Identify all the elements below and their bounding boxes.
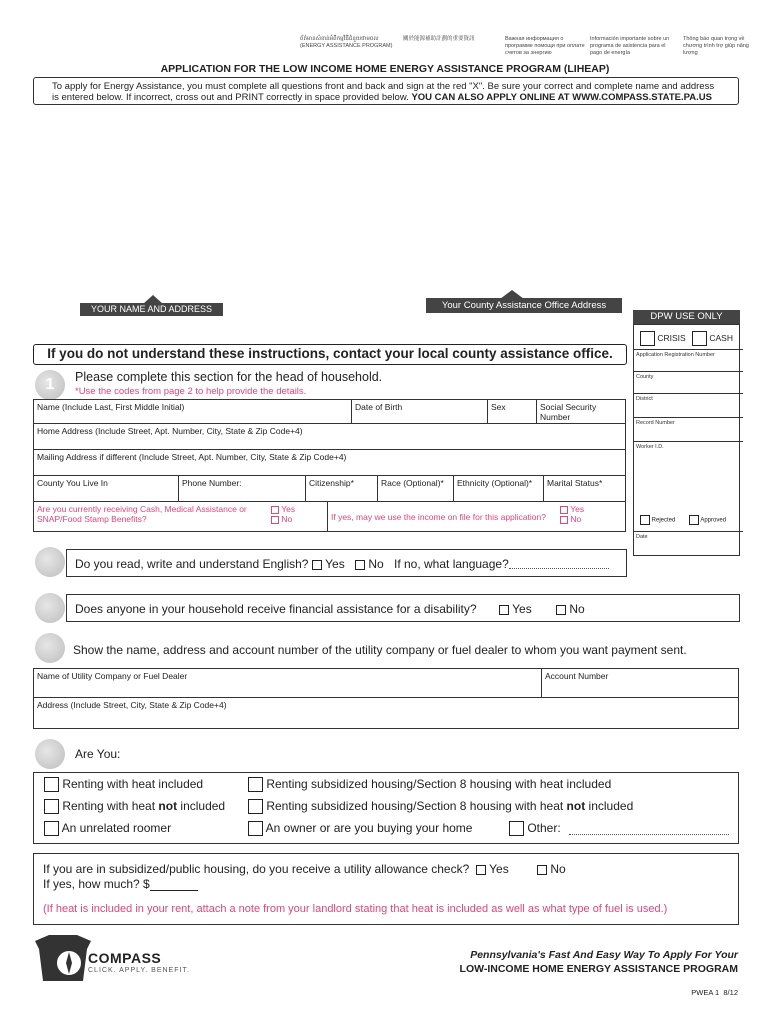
- khmer-notice: ព័ត៌មានសំខាន់អំពីកម្មវិធីជំនួយថាមពល (ENERGY ASSISTANCE PROGRAM): [300, 36, 393, 49]
- footer-tag-1: Pennsylvania's Fast And Easy Way To Apply For Your: [470, 949, 738, 961]
- opt-unrelated-roomer: An unrelated roomer: [44, 821, 171, 836]
- intro-text-2: entered below. If incorrect, cross out and PRINT correctly in space provided below.: [61, 92, 409, 103]
- subsidized-heat-not-included-checkbox[interactable]: [248, 799, 263, 814]
- dpw-rejected: Rejected: [640, 515, 675, 525]
- dpw-county[interactable]: County: [634, 371, 743, 398]
- other-checkbox[interactable]: [509, 821, 524, 836]
- utility-name-field[interactable]: Name of Utility Company or Fuel Dealer: [34, 669, 542, 697]
- keystone-icon: [35, 935, 91, 981]
- dpw-crisis: CRISIS: [640, 331, 686, 346]
- chinese-notice: 關於能源補助計劃的重要資訊: [403, 36, 475, 42]
- dob-field[interactable]: Date of Birth: [352, 400, 488, 423]
- benefits-yes-checkbox[interactable]: [271, 506, 279, 514]
- intro-box: [33, 77, 739, 105]
- owner-checkbox[interactable]: [248, 821, 263, 836]
- online-apply-text: YOU CAN ALSO APPLY ONLINE AT WWW.COMPASS.STATE.PA.US: [411, 92, 712, 103]
- allowance-no: No: [537, 862, 566, 876]
- compass-tagline: CLICK. APPLY. BENEFIT.: [88, 967, 190, 974]
- section-1-heading: Please complete this section for the head of household.: [75, 370, 383, 384]
- english-question: Do you read, write and understand English?: [75, 557, 309, 571]
- dpw-worker-id[interactable]: Worker I.D.: [634, 441, 743, 516]
- disability-yes: Yes: [499, 602, 532, 616]
- benefits-no-checkbox[interactable]: [271, 516, 279, 524]
- english-no-checkbox[interactable]: [355, 560, 365, 570]
- opt-subsidized-heat-not-included: Renting subsidized housing/Section 8 housing with heat not included: [248, 799, 633, 814]
- dpw-district[interactable]: District: [634, 393, 743, 422]
- mailing-address-row: [33, 450, 626, 476]
- unrelated-roomer-checkbox[interactable]: [44, 821, 59, 836]
- section-5-badge: [35, 739, 65, 769]
- english-yes-checkbox[interactable]: [312, 560, 322, 570]
- benefits-row: [33, 502, 626, 532]
- footer-tag-2: LOW-INCOME HOME ENERGY ASSISTANCE PROGRAM: [459, 963, 738, 975]
- other-input[interactable]: [569, 834, 729, 835]
- opt-subsidized-heat-included: Renting subsidized housing/Section 8 housing with heat included: [248, 777, 611, 792]
- approved-checkbox[interactable]: [689, 515, 699, 525]
- utility-row: [33, 668, 739, 698]
- opt-owner: An owner or are you buying your home: [248, 821, 472, 836]
- income-no-checkbox[interactable]: [560, 516, 568, 524]
- dpw-record-number[interactable]: Record Number: [634, 417, 743, 446]
- subsidized-box: [33, 853, 739, 925]
- name-field[interactable]: Name (Include Last, First Middle Initial): [34, 400, 352, 423]
- russian-notice: Важная информация о программе помощи при оплате счетов за энергию: [505, 36, 585, 56]
- instructions-banner: If you do not understand these instructions, contact your local county assistance office.: [33, 344, 627, 365]
- home-address-field[interactable]: Home Address (Include Street, Apt. Number, City, State & Zip Code+4): [37, 426, 303, 436]
- allowance-no-checkbox[interactable]: [537, 865, 547, 875]
- county-office-label: Your County Assistance Office Address: [426, 298, 622, 313]
- utility-address-row: [33, 697, 739, 729]
- home-address-row: [33, 424, 626, 450]
- form-title: APPLICATION FOR THE LOW INCOME HOME ENERGY ASSISTANCE PROGRAM (LIHEAP): [160, 63, 610, 75]
- ssn-field[interactable]: Social Security Number: [540, 402, 597, 422]
- renting-heat-included-checkbox[interactable]: [44, 777, 59, 792]
- dpw-date[interactable]: Date: [634, 531, 743, 560]
- utility-address-field[interactable]: Address (Include Street, City, State & Zip Code+4): [37, 700, 227, 710]
- are-you-heading: Are You:: [75, 747, 121, 761]
- form-id: PWEA 1 8/12: [691, 988, 738, 997]
- allowance-yes: Yes: [476, 862, 509, 876]
- allowance-yes-checkbox[interactable]: [476, 865, 486, 875]
- opt-renting-heat-included: Renting with heat included: [44, 777, 203, 792]
- opt-other: Other:: [509, 821, 561, 836]
- section-1-badge: 1: [35, 370, 65, 400]
- spanish-notice: Información importante sobre un programa de asistencia para el pago de energía: [590, 36, 670, 56]
- benefits-question: Are you currently receiving Cash, Medical Assistance or SNAP/Food Stamp Benefits?: [37, 504, 247, 524]
- disability-no: No: [556, 602, 585, 616]
- heat-note: (If heat is included in your rent, attach a note from your landlord stating that heat is included as well as what type of fuel is used.): [43, 903, 668, 915]
- english-yes: Yes: [312, 557, 345, 571]
- name-row: [33, 399, 626, 424]
- dpw-reg-number[interactable]: Application Registration Number: [634, 349, 743, 376]
- english-question-box: [66, 549, 627, 577]
- sex-field[interactable]: Sex: [488, 400, 537, 423]
- income-question: If yes, may we use the income on file for this application?: [331, 512, 546, 522]
- phone-field[interactable]: Phone Number:: [179, 476, 306, 501]
- marital-field[interactable]: Marital Status*: [547, 478, 603, 488]
- utility-question: Show the name, address and account number of the utility company or fuel dealer to whom you want payment sent.: [73, 643, 687, 657]
- citizenship-field[interactable]: Citizenship*: [306, 476, 378, 501]
- account-number-field[interactable]: Account Number: [545, 671, 609, 681]
- your-name-address-label: YOUR NAME AND ADDRESS: [80, 303, 223, 316]
- english-no: No: [355, 557, 384, 571]
- dpw-title: DPW USE ONLY: [633, 310, 740, 324]
- section-4-badge: [35, 633, 65, 663]
- disability-question: Does anyone in your household receive financial assistance for a disability?: [75, 602, 477, 616]
- benefits-options: Yes No: [268, 502, 328, 531]
- county-field[interactable]: County You Live In: [34, 476, 179, 501]
- income-yes-checkbox[interactable]: [560, 506, 568, 514]
- section-1-note: *Use the codes from page 2 to help provide the details.: [75, 386, 307, 397]
- disability-question-box: [66, 594, 740, 622]
- county-row: [33, 476, 626, 502]
- housing-options-box: [33, 772, 739, 844]
- ethnicity-field[interactable]: Ethnicity (Optional)*: [454, 476, 544, 501]
- crisis-checkbox[interactable]: [640, 331, 655, 346]
- dpw-panel: [633, 324, 740, 556]
- rejected-checkbox[interactable]: [640, 515, 650, 525]
- mailing-address-field[interactable]: Mailing Address if different (Include Street, Apt. Number, City, State & Zip Code+4): [37, 452, 347, 462]
- dpw-approved: Approved: [689, 515, 726, 525]
- allowance-question: If you are in subsidized/public housing, do you receive a utility allowance check?: [43, 862, 470, 876]
- how-much-input[interactable]: [150, 890, 198, 891]
- income-options: Yes No: [557, 502, 625, 531]
- compass-name: COMPASS: [88, 950, 162, 966]
- cash-checkbox[interactable]: [692, 331, 707, 346]
- section-2-badge: [35, 547, 65, 577]
- intro-text-1: To apply for Energy Assistance, you must complete all questions front and back and sign at the red "X". Be sure your correct and complete name and address is: [52, 81, 715, 103]
- how-much-label: If yes, how much? $: [43, 877, 150, 891]
- disability-no-checkbox[interactable]: [556, 605, 566, 615]
- section-3-badge: [35, 593, 65, 623]
- race-field[interactable]: Race (Optional)*: [378, 476, 454, 501]
- vietnamese-notice: Thông báo quan trọng về chương trình trợ giúp năng lượng: [683, 36, 749, 56]
- language-input[interactable]: [509, 568, 609, 569]
- opt-renting-heat-not-included: Renting with heat not included: [44, 799, 225, 814]
- renting-heat-not-included-checkbox[interactable]: [44, 799, 59, 814]
- disability-yes-checkbox[interactable]: [499, 605, 509, 615]
- dpw-cash: CASH: [692, 331, 733, 346]
- subsidized-heat-included-checkbox[interactable]: [248, 777, 263, 792]
- language-label: If no, what language?: [394, 557, 509, 571]
- compass-logo: [35, 935, 91, 986]
